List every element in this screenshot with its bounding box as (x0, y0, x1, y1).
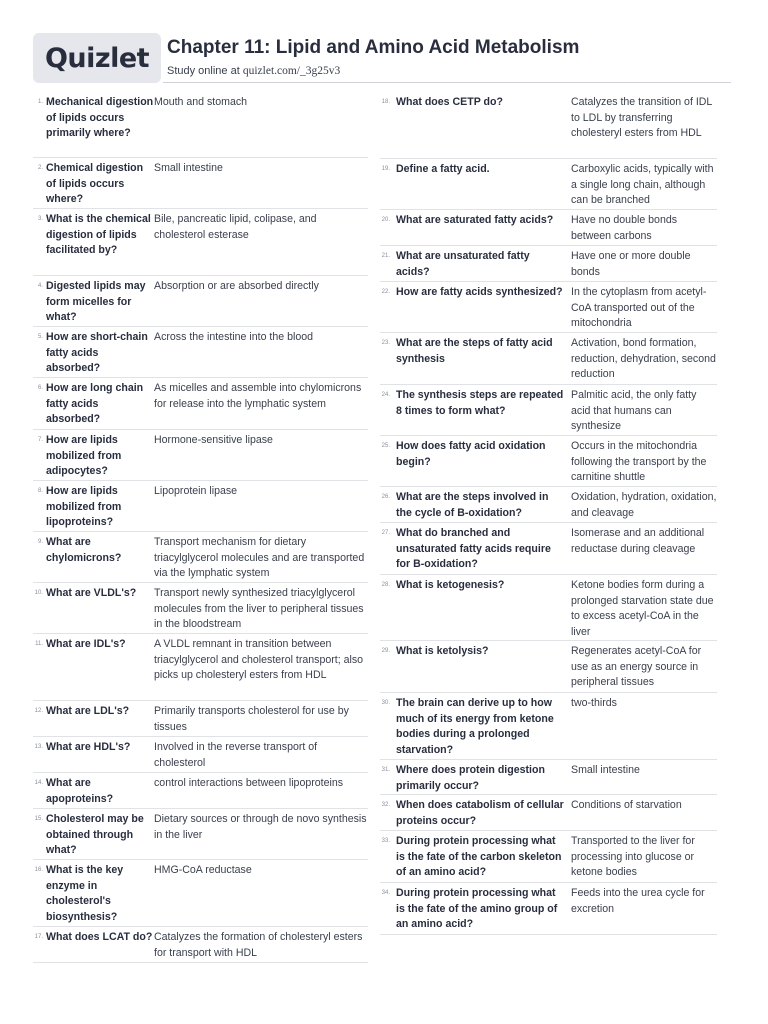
card-definition: Transport mechanism for dietary triacylglycerol molecules and are transported via the lymphatic system (154, 536, 365, 580)
card-term: The brain can derive up to how much of its energy from ketone bodies during a prolonged starvation? (396, 697, 554, 756)
card-definition: Have no double bonds between carbons (571, 214, 678, 242)
card-definition: Mouth and stomach (154, 96, 248, 108)
card-number: 4. (37, 283, 43, 289)
card-definition: control interactions between lipoproteins (154, 777, 344, 789)
card-term: Define a fatty acid. (396, 163, 490, 175)
card-row (380, 159, 717, 210)
card-definition: Involved in the reverse transport of cholesterol (154, 741, 318, 769)
card-row (380, 487, 717, 523)
card-row (33, 209, 368, 276)
card-row (33, 92, 368, 158)
card-term: What are the steps of fatty acid synthesis (396, 337, 553, 365)
card-row (33, 634, 368, 701)
card-definition: As micelles and assemble into chylomicrons for release into the lymphatic system (154, 382, 362, 410)
card-definition: Isomerase and an additional reductase during cleavage (571, 527, 705, 555)
card-term: Cholesterol may be obtained through what? (46, 813, 144, 857)
card-row (33, 481, 368, 532)
card-row (380, 246, 717, 282)
card-term: What is ketogenesis? (396, 579, 505, 591)
study-online-label: Study online at (167, 65, 243, 77)
header-divider (163, 82, 731, 83)
card-row (33, 773, 368, 809)
card-number: 18. (381, 99, 390, 105)
card-definition: Conditions of starvation (571, 799, 682, 811)
card-term: Mechanical digestion of lipids occurs primarily where? (46, 96, 154, 140)
card-number: 22. (381, 289, 390, 295)
card-number: 7. (37, 437, 43, 443)
card-definition: In the cytoplasm from acetyl-CoA transported out of the mitochondria (571, 286, 707, 330)
card-number: 14. (34, 780, 43, 786)
card-term: What is the chemical digestion of lipids facilitated by? (46, 213, 151, 257)
card-row (380, 523, 717, 575)
card-definition: Activation, bond formation, reduction, dehydration, second reduction (571, 337, 716, 381)
card-number: 33. (381, 838, 390, 844)
card-row (380, 641, 717, 693)
card-row (33, 532, 368, 583)
card-term: How are lipids mobilized from lipoproteins? (46, 485, 122, 529)
card-definition: Oxidation, hydration, oxidation, and cleavage (571, 491, 717, 519)
study-online-link[interactable]: quizlet.com/_3g25v3 (242, 65, 341, 77)
card-term: How does fatty acid oxidation begin? (396, 440, 546, 468)
card-term: What are IDL's? (46, 638, 126, 650)
card-number: 11. (35, 641, 43, 647)
quizlet-logo[interactable]: Quizlet (33, 33, 161, 83)
header (33, 33, 730, 83)
card-number: 17. (34, 934, 43, 940)
card-row (380, 693, 717, 760)
card-definition: Transported to the liver for processing into glucose or ketone bodies (571, 835, 695, 879)
card-term: What are chylomicrons? (46, 536, 122, 564)
card-definition: Dietary sources or through de novo synthesis in the liver (154, 813, 367, 841)
card-definition: Small intestine (154, 162, 223, 174)
card-term: What are HDL's? (46, 741, 131, 753)
card-number: 6. (37, 385, 43, 391)
card-number: 23. (381, 340, 390, 346)
card-term: How are long chain fatty acids absorbed? (46, 382, 144, 426)
card-row (33, 927, 368, 963)
card-row (380, 385, 717, 436)
card-row (33, 860, 368, 927)
card-definition: Catalyzes the formation of cholesteryl esters for transport with HDL (154, 931, 363, 959)
card-row (380, 282, 717, 333)
card-number: 9. (37, 539, 43, 545)
card-number: 5. (37, 334, 43, 340)
card-term: What are unsaturated fatty acids? (396, 250, 530, 278)
card-definition: Occurs in the mitochondria following the transport by the carnitine shuttle (571, 440, 707, 484)
card-row (33, 378, 368, 430)
card-row (380, 436, 717, 487)
card-term: What are LDL's? (46, 705, 130, 717)
card-row (33, 276, 368, 327)
card-definition: Primarily transports cholesterol for use by tissues (154, 705, 349, 733)
card-term: Chemical digestion of lipids occurs where? (46, 162, 144, 206)
study-online-line (167, 65, 340, 77)
card-number: 28. (381, 582, 390, 588)
card-term: What do branched and unsaturated fatty acids require for B-oxidation? (396, 527, 551, 571)
card-row (33, 701, 368, 737)
card-term: The synthesis steps are repeated 8 times to form what? (396, 389, 564, 417)
card-row (33, 737, 368, 773)
card-term: Digested lipids may form micelles for what? (46, 280, 146, 324)
card-number: 20. (381, 217, 390, 223)
card-row (380, 831, 717, 883)
card-number: 3. (37, 216, 43, 222)
card-term: When does catabolism of cellular proteins occur? (396, 799, 564, 827)
card-row (33, 158, 368, 209)
card-number: 15. (34, 816, 43, 822)
card-number: 30. (381, 700, 390, 706)
right-column (380, 92, 717, 935)
card-number: 19. (381, 166, 390, 172)
card-definition: Catalyzes the transition of IDL to LDL by transferring cholesteryl esters from HDL (571, 96, 712, 140)
card-number: 10. (34, 590, 43, 596)
card-row (380, 210, 717, 246)
card-term: What does LCAT do? (46, 931, 153, 943)
card-definition: two-thirds (571, 697, 617, 709)
card-row (33, 809, 368, 860)
card-definition: Ketone bodies form during a prolonged starvation state due to excess acetyl-CoA in the liver (571, 579, 714, 638)
card-term: What is the key enzyme in cholesterol's biosynthesis? (46, 864, 124, 923)
card-definition: Small intestine (571, 764, 640, 776)
card-definition: Lipoprotein lipase (154, 485, 238, 497)
card-number: 31. (381, 767, 390, 773)
card-term: What is ketolysis? (396, 645, 489, 657)
card-row (380, 760, 717, 795)
card-term: What does CETP do? (396, 96, 503, 108)
card-definition: Regenerates acetyl-CoA for use as an energy source in peripheral tissues (571, 645, 702, 689)
card-definition: A VLDL remnant in transition between triacylglycerol and cholesterol transport; also picks up cholesteryl esters from HDL (154, 638, 364, 682)
card-number: 2. (37, 165, 43, 171)
card-number: 8. (37, 488, 43, 494)
card-term: What are VLDL's? (46, 587, 137, 599)
card-term: How are short-chain fatty acids absorbed? (46, 331, 148, 375)
card-definition: Absorption or are absorbed directly (154, 280, 319, 292)
card-row (380, 883, 717, 935)
card-definition: Across the intestine into the blood (154, 331, 314, 343)
card-number: 21. (381, 253, 390, 259)
card-term: How are fatty acids synthesized? (396, 286, 563, 298)
page-title: Chapter 11: Lipid and Amino Acid Metabolism (167, 37, 580, 58)
card-term: What are saturated fatty acids? (396, 214, 554, 226)
card-term: Where does protein digestion primarily occur? (396, 764, 545, 792)
card-number: 16. (34, 867, 43, 873)
card-term: During protein processing what is the fate of the amino group of an amino acid? (396, 887, 558, 931)
card-row (33, 430, 368, 481)
card-term: What are the steps involved in the cycle of B-oxidation? (396, 491, 549, 519)
card-definition: Bile, pancreatic lipid, colipase, and cholesterol esterase (154, 213, 317, 241)
card-definition: Hormone-sensitive lipase (154, 434, 273, 446)
card-row (380, 575, 717, 641)
card-number: 29. (381, 648, 390, 654)
card-row (380, 92, 717, 159)
card-term: During protein processing what is the fate of the carbon skeleton of an amino acid? (396, 835, 562, 879)
card-definition: Carboxylic acids, typically with a single long chain, although can be branched (571, 163, 714, 207)
card-number: 27. (381, 530, 390, 536)
card-term: How are lipids mobilized from adipocytes? (46, 434, 122, 478)
card-definition: Transport newly synthesized triacylglycerol molecules from the liver to peripheral tissues in the bloodstream (154, 587, 364, 631)
card-number: 1. (37, 99, 43, 105)
card-number: 32. (381, 802, 390, 808)
card-definition: Have one or more double bonds (571, 250, 691, 278)
card-row (380, 795, 717, 831)
card-definition: HMG-CoA reductase (154, 864, 252, 876)
card-number: 24. (381, 392, 390, 398)
card-row (33, 327, 368, 378)
card-number: 25. (381, 443, 390, 449)
card-number: 26. (381, 494, 390, 500)
card-number: 12. (34, 708, 43, 714)
left-column (33, 92, 368, 963)
card-row (33, 583, 368, 634)
card-number: 34. (381, 890, 390, 896)
card-definition: Palmitic acid, the only fatty acid that humans can synthesize (571, 389, 697, 433)
card-definition: Feeds into the urea cycle for excretion (571, 887, 705, 915)
card-number: 13. (34, 744, 43, 750)
card-term: What are apoproteins? (46, 777, 114, 805)
card-row (380, 333, 717, 385)
